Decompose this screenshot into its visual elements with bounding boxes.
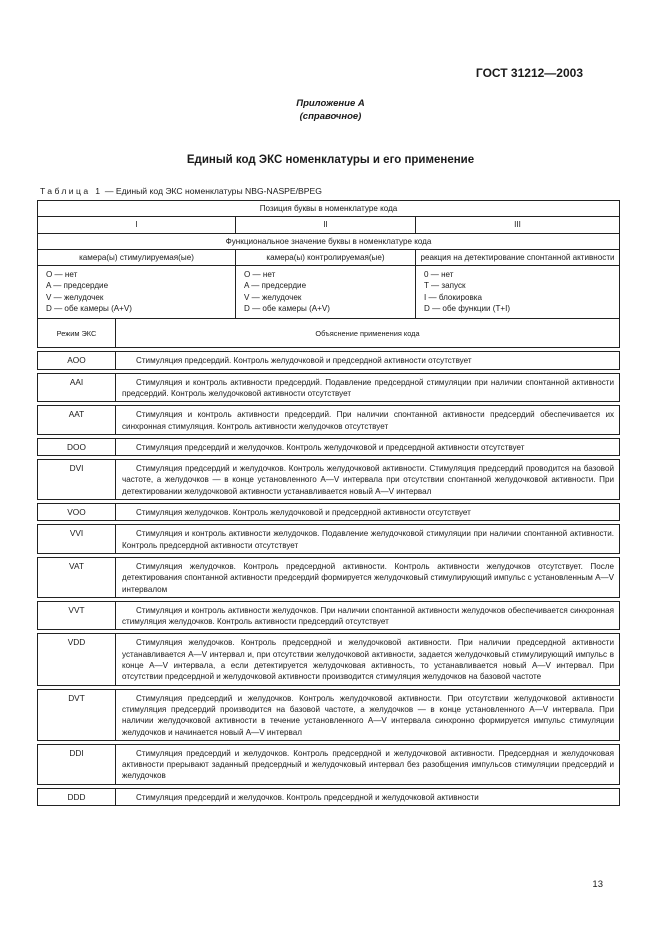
- letters-row: [38, 266, 620, 319]
- list-item: D — обе камеры (A+V): [244, 304, 331, 314]
- list-item: V — желудочек: [46, 292, 104, 302]
- table-row: [38, 373, 620, 402]
- mode-description: Стимуляция и контроль активности желудочков. При наличии спонтанной активности желудочков обеспечивается синхронная стимуляция желудочков. Контроль активности предсердий отсутствует: [116, 601, 620, 630]
- mode-description: Стимуляция предсердий и желудочков. Контроль желудочковой активности. При отсутствии желудочковой активности стимуляция предсердий производится на базовой частоте, а желудочков — в конце установленного А—V интервала. При наличии желудочковой активности в течение установленного А—V интервала синхронно формируется импульс стимуляции желудочков и начинается новый А—V интервал: [116, 689, 620, 740]
- mode-description: Стимуляция желудочков. Контроль желудочковой и предсердной активности отсутствует: [116, 504, 620, 521]
- list-item: O — нет: [244, 270, 276, 280]
- mode-code: VVI: [38, 525, 116, 554]
- mode-code: DVI: [38, 460, 116, 500]
- position-header: Позиция буквы в номенклатуре кода: [38, 201, 620, 217]
- letters-position-1: [38, 266, 236, 319]
- function-3: реакция на детектирование спонтанной активности: [416, 249, 620, 265]
- mode-code: VDD: [38, 634, 116, 685]
- mode-code: DDI: [38, 744, 116, 784]
- table-row: [38, 504, 620, 521]
- mode-code: DOO: [38, 438, 116, 455]
- list-item: V — желудочек: [244, 292, 302, 302]
- document-code: ГОСТ 31212—2003: [475, 66, 583, 80]
- annex-subtitle: (справочное): [299, 111, 362, 122]
- letters-position-2: [236, 266, 416, 319]
- mode-code: VOO: [38, 504, 116, 521]
- list-item: D — обе функции (T+I): [424, 304, 511, 314]
- mode-description: Стимуляция предсердий и желудочков. Контроль желудочковой активности. Стимуляция предсердий проводится на базовой частоте, а желудочков — в конце установленного А—V интервала при отсутствии спонтанной желудочковой активности. При детектировании желудочковой активности устанавливается новый А—V интервал: [116, 460, 620, 500]
- position-1: I: [38, 217, 236, 233]
- function-2: камера(ы) контролируемая(ые): [236, 249, 416, 265]
- mode-description: Стимуляция и контроль активности желудочков. Подавление желудочковой стимуляции при наличии спонтанной активности. Контроль предсердной активности отсутствует: [116, 525, 620, 554]
- mode-code: AAT: [38, 406, 116, 435]
- table-row: [38, 744, 620, 784]
- table-row: [38, 634, 620, 685]
- mode-column-header: Режим ЭКС: [38, 319, 116, 348]
- list-item: A — предсердие: [244, 281, 307, 291]
- table-row: [38, 601, 620, 630]
- table-row: [38, 788, 620, 805]
- table-caption-text: — Единый код ЭКС номенклатуры NBG-NASPE/BPEG: [102, 186, 322, 196]
- mode-description: Стимуляция и контроль активности предсердий. Подавление предсердной стимуляции при наличии спонтанной активности предсердий. Контроль желудочковой активности отсутствует: [116, 373, 620, 402]
- table-row: [38, 406, 620, 435]
- description-column-header: Объяснение применения кода: [116, 319, 620, 348]
- mode-code: VAT: [38, 557, 116, 597]
- position-header-row: [38, 201, 620, 217]
- function-header-row: [38, 233, 620, 249]
- table-row: [38, 557, 620, 597]
- mode-description: Стимуляция желудочков. Контроль предсердной активности. Контроль активности желудочков отсутствует. После детектирования спонтанной активности предсердий формируется желудочковый стимулирующий импульс с установленным А—V интервалом: [116, 557, 620, 597]
- mode-code: AOO: [38, 352, 116, 369]
- page-number: 13: [592, 879, 603, 890]
- table-caption: [40, 186, 322, 196]
- table-row: [38, 460, 620, 500]
- functions-row: [38, 249, 620, 265]
- letters-position-3: [416, 266, 620, 319]
- table-caption-label: Таблица 1: [40, 186, 103, 196]
- section-heading: Единый код ЭКС номенклатуры и его применение: [186, 154, 475, 166]
- list-item: D — обе камеры (A+V): [46, 304, 133, 314]
- mode-description: Стимуляция и контроль активности предсердий. При наличии спонтанной активности предсердий обеспечивается их синхронная стимуляция. Контроль активности желудочков отсутствует: [116, 406, 620, 435]
- annex-title: Приложение А: [296, 98, 365, 109]
- table-row: [38, 438, 620, 455]
- mode-code: DDD: [38, 788, 116, 805]
- function-header: Функциональное значение буквы в номенклатуре кода: [38, 233, 620, 249]
- list-item: O — нет: [46, 270, 78, 280]
- mode-code: DVT: [38, 689, 116, 740]
- table-row: [38, 525, 620, 554]
- modes-header-row: [38, 319, 620, 348]
- list-item: T — запуск: [424, 281, 466, 291]
- mode-code: VVT: [38, 601, 116, 630]
- function-1: камера(ы) стимулируемая(ые): [38, 249, 236, 265]
- table-row: [38, 352, 620, 369]
- mode-description: Стимуляция предсердий. Контроль желудочковой и предсердной активности отсутствует: [116, 352, 620, 369]
- mode-description: Стимуляция предсердий и желудочков. Контроль предсердной и желудочковой активности. Предсердная и желудочковая активности прерывают заданный предсердный и желудочковый интервал без разобщения импульсов стимуляции предсердий и желудочков: [116, 744, 620, 784]
- table-row: [38, 689, 620, 740]
- mode-description: Стимуляция предсердий и желудочков. Контроль предсердной и желудочковой активности: [116, 788, 620, 805]
- list-item: I — блокировка: [424, 292, 483, 302]
- list-item: 0 — нет: [424, 270, 454, 280]
- positions-row: [38, 217, 620, 233]
- position-2: II: [236, 217, 416, 233]
- pacing-code-table: [37, 200, 620, 806]
- mode-description: Стимуляция желудочков. Контроль предсердной и желудочковой активности. При наличии предсердной активности устанавливается А—V интервал и, при отсутствии желудочковой активности, задается желудочковый стимулирующий импульс в конце А—V интервала, а если детектируется желудочковая активность, то устанавливается новый А—V интервал. При отсутствии предсердной и желудочковой активности производится стимуляция желудочков на базовой частоте: [116, 634, 620, 685]
- position-3: III: [416, 217, 620, 233]
- mode-description: Стимуляция предсердий и желудочков. Контроль желудочковой и предсердной активности отсутствует: [116, 438, 620, 455]
- annex-label: [0, 97, 661, 123]
- list-item: A — предсердие: [46, 281, 109, 291]
- mode-code: AAI: [38, 373, 116, 402]
